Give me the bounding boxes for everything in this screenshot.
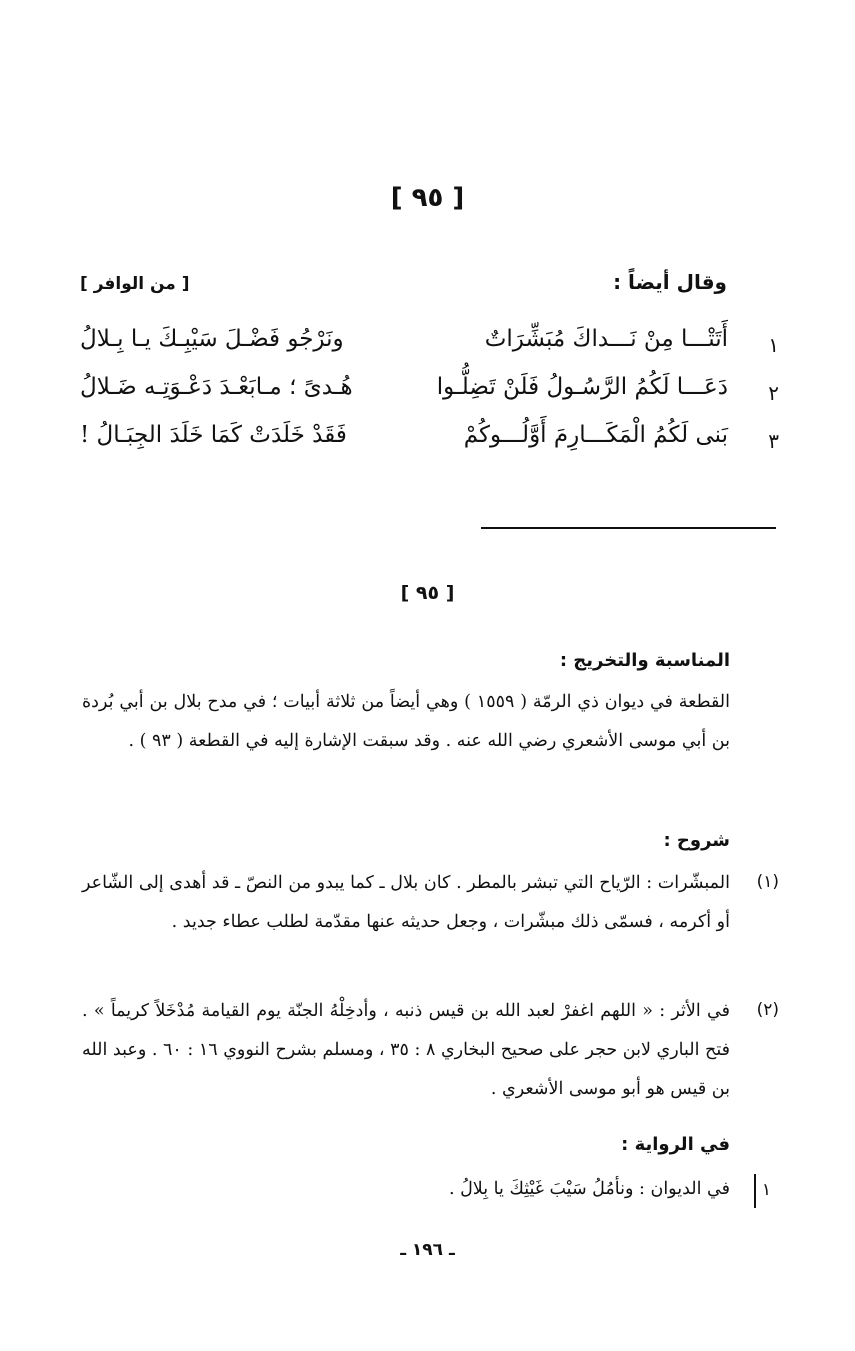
- variant-number: ١: [761, 1180, 771, 1200]
- verse-number: ١: [768, 333, 779, 357]
- verse-second-hemistich: فَقَدْ خَلَدَتْ كَمَا خَلَدَ الجِبَـالُ !: [80, 422, 347, 448]
- poem-intro: وقال أيضاً :: [613, 270, 727, 294]
- notes-number-title: [ ٩٥ ]: [400, 582, 455, 604]
- poem-number-title: [ ٩٥ ]: [390, 183, 465, 213]
- verse-first-hemistich: دَعَـــا لَكُمُ الرَّسُـولُ فَلَنْ تَضِلُّـوا: [436, 374, 728, 400]
- verse-second-hemistich: ونَرْجُو فَضْـلَ سَيْبِـكَ يـا بِـلالُ: [80, 326, 344, 352]
- verse-number: ٣: [768, 429, 779, 453]
- verse-first-hemistich: بَنى لَكُمُ الْمَكَـــارِمَ أَوَّلُـــوكُمْ: [463, 422, 728, 448]
- riwaya-heading: في الرواية :: [621, 1134, 730, 1155]
- variant-marker-bar: [754, 1174, 756, 1208]
- poem-meter: [ من الوافر ]: [80, 274, 190, 294]
- footnote-divider: [481, 527, 776, 529]
- verse-second-hemistich: هُـدىً ؛ مـابَعْـدَ دَعْـوَتِـه ضَـلالُ: [80, 374, 353, 400]
- variant-text: في الديوان : ونأمُلُ سَيْبَ غَيْثِكَ يا بِلالُ .: [448, 1179, 730, 1199]
- verse-number: ٢: [768, 381, 779, 405]
- note-number: (٢): [756, 1000, 779, 1020]
- note-text: في الأثر : « اللهم اغفرْ لعبد الله بن قيس ذنبه ، وأدخِلْهُ الجنّة يوم القيامة مُدْخَلاً كريماً » . فتح الباري لابن حجر على صحيح البخاري ٨ : ٣٥ ، ومسلم بشرح النووي ١٦ : ٦٠ . وعبد الله بن قيس هو أبو موسى الأشعري .: [82, 1001, 730, 1099]
- note-number: (١): [756, 872, 779, 892]
- note-text: المبشّرات : الرّياح التي تبشر بالمطر . كان بلال ـ كما يبدو من النصّ ـ قد أهدى إلى الشّاعر أو أكرمه ، فسمّى ذلك مبشّرات ، وجعل حديثه عنها مقدّمة لطلب عطاء جديد .: [82, 873, 730, 932]
- takhrij-paragraph: القطعة في ديوان ذي الرمّة ( ١٥٥٩ ) وهي أيضاً من ثلاثة أبيات ؛ في مدح بلال بن أبي بُردة بن أبي موسى الأشعري رضي الله عنه . وقد سبقت الإشارة إليه في القطعة ( ٩٣ ) .: [82, 692, 730, 751]
- verse-first-hemistich: أَتَتْـــا مِنْ نَـــداكَ مُبَشِّرَاتٌ: [484, 326, 728, 352]
- takhrij-heading: المناسبة والتخريج :: [559, 650, 730, 671]
- page-number: ـ ١٩٦ ـ: [400, 1240, 455, 1260]
- shuruh-heading: شروح :: [663, 830, 730, 851]
